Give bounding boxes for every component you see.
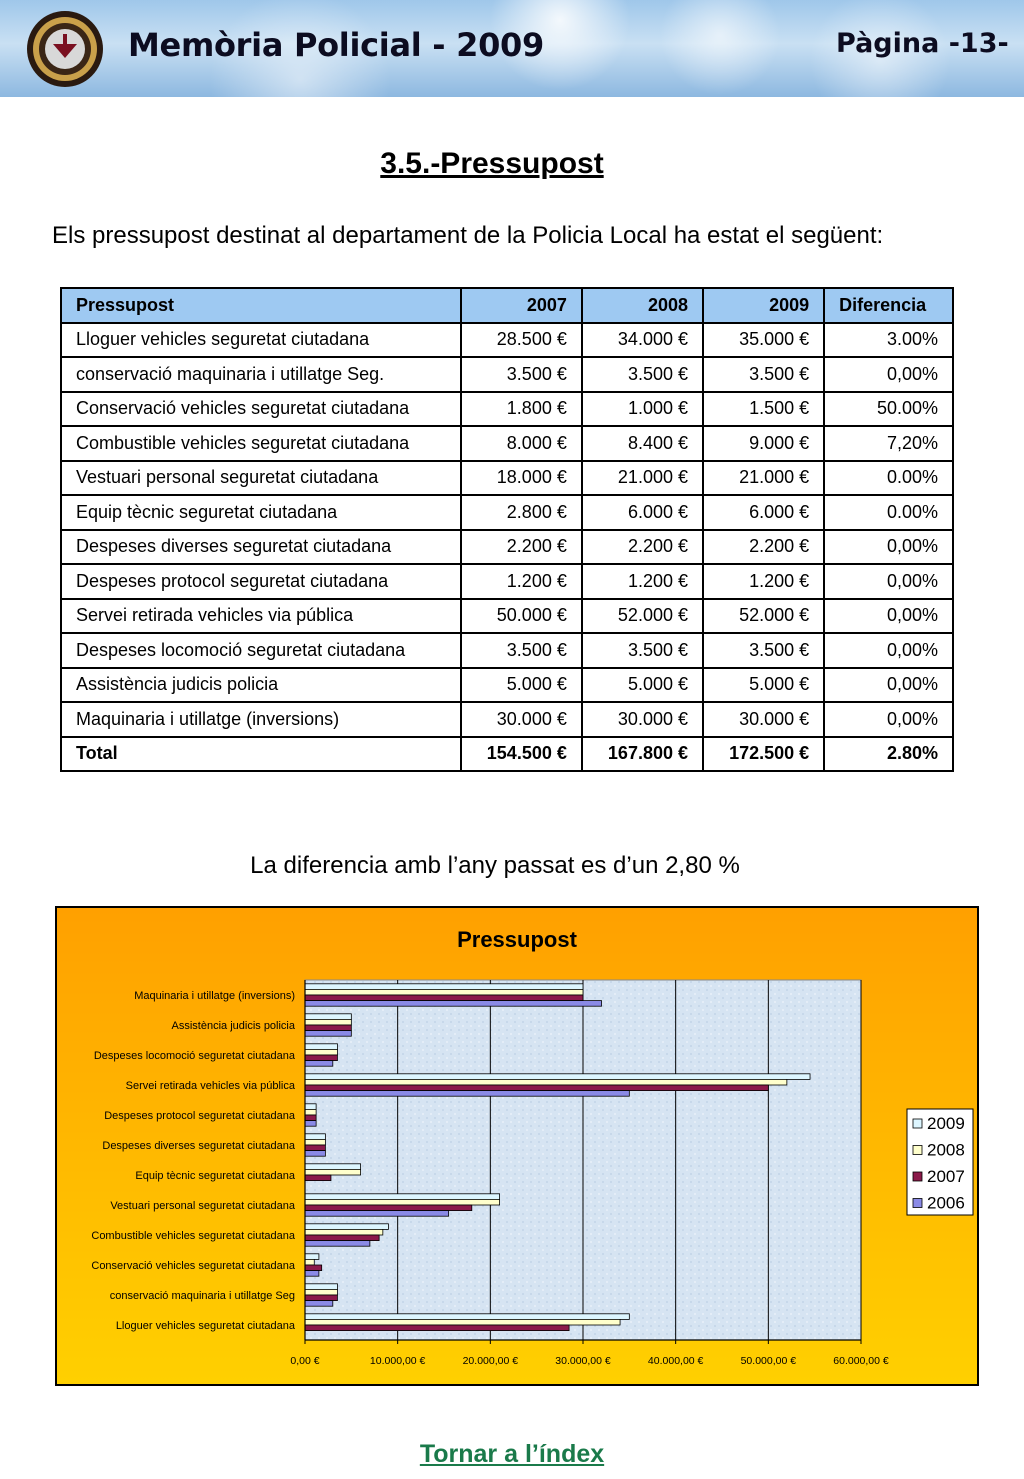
value-2008: 34.000 € [582,323,703,358]
bar-2007 [305,1295,337,1301]
legend-swatch [913,1146,922,1155]
bar-2007 [305,1175,331,1181]
category-label: Vestuari personal seguretat ciutadana [110,1200,295,1212]
value-2008: 5.000 € [582,668,703,703]
value-2007: 30.000 € [461,702,582,737]
bar-2008 [305,1169,361,1175]
page-number: Pàgina -13- [836,28,1009,59]
value-2009: 30.000 € [703,702,824,737]
legend-label: 2007 [927,1167,965,1186]
row-label: Equip tècnic seguretat ciutadana [61,495,461,530]
bar-2008 [305,1019,351,1025]
bar-2007 [305,1205,472,1211]
value-2007: 28.500 € [461,323,582,358]
legend-label: 2009 [927,1114,965,1133]
bar-2006 [305,1241,370,1247]
category-label: Despeses locomoció seguretat ciutadana [93,1050,295,1062]
table-row [61,495,953,530]
total-2008: 167.800 € [582,737,703,772]
value-2009: 1.200 € [703,564,824,599]
bar-2007 [305,1145,325,1151]
difference-note: La diferencia amb l’any passat es d’un 2,80 % [250,852,740,879]
value-2008: 30.000 € [582,702,703,737]
document-title: Memòria Policial - 2009 [128,26,544,64]
value-difference: 0,00% [824,530,953,565]
total-2007: 154.500 € [461,737,582,772]
bar-2007 [305,1115,316,1121]
category-label: Combustible vehicles seguretat ciutadana [91,1230,295,1242]
category-label: Assistència judicis policia [171,1020,295,1032]
value-2009: 9.000 € [703,426,824,461]
value-difference: 0,00% [824,599,953,634]
section-heading [0,147,1024,181]
row-label: Despeses diverses seguretat ciutadana [61,530,461,565]
x-tick-label: 40.000,00 € [647,1355,704,1367]
value-2009: 21.000 € [703,461,824,496]
value-2008: 1.000 € [582,392,703,427]
category-label: Servei retirada vehicles via pública [125,1080,295,1092]
bar-2009 [305,1014,351,1020]
bar-2009 [305,1104,316,1110]
value-2009: 3.500 € [703,357,824,392]
value-2009: 1.500 € [703,392,824,427]
value-2007: 3.500 € [461,357,582,392]
value-2007: 8.000 € [461,426,582,461]
row-label: Despeses protocol seguretat ciutadana [61,564,461,599]
bar-2009 [305,1284,337,1290]
category-label: conservació maquinaria i utillatge Seg [109,1290,295,1302]
bar-2006 [305,1211,449,1217]
category-label: Equip tècnic seguretat ciutadana [135,1170,295,1182]
x-tick-label: 0,00 € [290,1355,320,1367]
header-cell-2008: 2008 [582,288,703,323]
value-difference: 0,00% [824,564,953,599]
row-label: Assistència judicis policia [61,668,461,703]
value-difference: 0,00% [824,357,953,392]
bar-2009 [305,984,583,990]
value-2009: 3.500 € [703,633,824,668]
legend-label: 2006 [927,1193,965,1213]
chart-legend [907,1109,973,1215]
value-2008: 52.000 € [582,599,703,634]
bar-2007 [305,1325,569,1331]
table-row [61,323,953,358]
value-2007: 50.000 € [461,599,582,634]
table-row [61,668,953,703]
value-2009: 5.000 € [703,668,824,703]
bar-2009 [305,1314,629,1320]
bar-2008 [305,1079,787,1085]
bar-2006 [305,1091,629,1097]
legend-swatch [913,1172,922,1181]
bar-2006 [305,1151,325,1157]
value-difference: 0,00% [824,633,953,668]
x-tick-label: 20.000,00 € [462,1355,519,1367]
header-banner [0,0,1024,97]
bar-2007 [305,995,583,1001]
value-2008: 6.000 € [582,495,703,530]
bar-2008 [305,1109,316,1115]
bar-2007 [305,1025,351,1031]
row-label: Conservació vehicles seguretat ciutadana [61,392,461,427]
bar-2007 [305,1085,768,1091]
value-2008: 3.500 € [582,633,703,668]
bar-2008 [305,1289,337,1295]
budget-table [60,287,954,772]
table-row [61,461,953,496]
total-2009: 172.500 € [703,737,824,772]
legend-label: 2008 [927,1140,965,1160]
value-2009: 2.200 € [703,530,824,565]
value-2007: 2.800 € [461,495,582,530]
value-2009: 52.000 € [703,599,824,634]
x-tick-label: 60.000,00 € [833,1355,889,1367]
bar-2006 [305,1031,351,1037]
back-link-container [0,1440,1024,1469]
row-label: Lloguer vehicles seguretat ciutadana [61,323,461,358]
bar-2006 [305,1001,602,1007]
table-row [61,426,953,461]
bar-2008 [305,989,583,995]
chart-canvas [57,908,977,1384]
row-label: Maquinaria i utillatge (inversions) [61,702,461,737]
bar-2007 [305,1265,322,1271]
value-difference: 3.00% [824,323,953,358]
header-cell-concept: Pressupost [61,288,461,323]
back-to-index-link[interactable]: Tornar a l’índex [419,1440,605,1468]
chart-title: Pressupost [457,927,577,952]
header-cell-2007: 2007 [461,288,582,323]
value-2007: 1.200 € [461,564,582,599]
table-row [61,599,953,634]
bar-2009 [305,1164,361,1170]
bar-2009 [305,1134,325,1140]
value-2007: 5.000 € [461,668,582,703]
bar-2008 [305,1049,337,1055]
value-2008: 2.200 € [582,530,703,565]
table-row [61,633,953,668]
bar-2006 [305,1271,319,1277]
value-2009: 6.000 € [703,495,824,530]
bar-2008 [305,1199,500,1205]
budget-chart [55,906,979,1386]
table-row [61,530,953,565]
table-header-row [61,288,953,323]
value-difference: 7,20% [824,426,953,461]
total-difference: 2.80% [824,737,953,772]
value-2008: 1.200 € [582,564,703,599]
value-2009: 35.000 € [703,323,824,358]
value-difference: 0,00% [824,702,953,737]
police-badge-icon [26,4,104,94]
bar-2009 [305,1044,337,1050]
bar-2006 [305,1121,316,1127]
value-difference: 0.00% [824,495,953,530]
category-label: Maquinaria i utillatge (inversions) [134,990,295,1002]
section-title: 3.5.-Pressupost [380,147,604,180]
x-tick-label: 10.000,00 € [369,1355,426,1367]
value-2008: 8.400 € [582,426,703,461]
table-total-row [61,737,953,772]
category-label: Conservació vehicles seguretat ciutadana [91,1260,295,1272]
value-difference: 0.00% [824,461,953,496]
bar-2006 [305,1061,333,1067]
total-label: Total [61,737,461,772]
header-cell-2009: 2009 [703,288,824,323]
legend-swatch [913,1119,922,1128]
bar-2009 [305,1224,388,1230]
value-2007: 1.800 € [461,392,582,427]
bar-2008 [305,1229,383,1235]
row-label: Despeses locomoció seguretat ciutadana [61,633,461,668]
table-row [61,357,953,392]
value-2008: 3.500 € [582,357,703,392]
bar-2006 [305,1301,333,1307]
x-tick-label: 30.000,00 € [555,1355,611,1367]
bar-2008 [305,1139,325,1145]
category-label: Lloguer vehicles seguretat ciutadana [115,1320,295,1332]
bar-2009 [305,1254,319,1260]
intro-paragraph: Els pressupost destinat al departament de la Policia Local ha estat el següent: [52,222,884,249]
bar-2008 [305,1319,620,1325]
row-label: Combustible vehicles seguretat ciutadana [61,426,461,461]
table-row [61,564,953,599]
row-label: Servei retirada vehicles via pública [61,599,461,634]
value-2008: 21.000 € [582,461,703,496]
category-label: Despeses protocol seguretat ciutadana [104,1110,295,1122]
bar-2009 [305,1074,810,1080]
value-2007: 3.500 € [461,633,582,668]
row-label: conservació maquinaria i utillatge Seg. [61,357,461,392]
header-cell-difference: Diferencia [824,288,953,323]
table-row [61,702,953,737]
bar-2009 [305,1194,500,1200]
value-difference: 50.00% [824,392,953,427]
bar-2007 [305,1235,379,1241]
plot-area [91,980,889,1367]
value-2007: 18.000 € [461,461,582,496]
value-2007: 2.200 € [461,530,582,565]
x-tick-label: 50.000,00 € [740,1355,797,1367]
table-row [61,392,953,427]
bar-2008 [305,1259,314,1265]
value-difference: 0,00% [824,668,953,703]
bar-2007 [305,1055,337,1061]
legend-swatch [913,1199,922,1208]
category-label: Despeses diverses seguretat ciutadana [102,1140,295,1152]
row-label: Vestuari personal seguretat ciutadana [61,461,461,496]
